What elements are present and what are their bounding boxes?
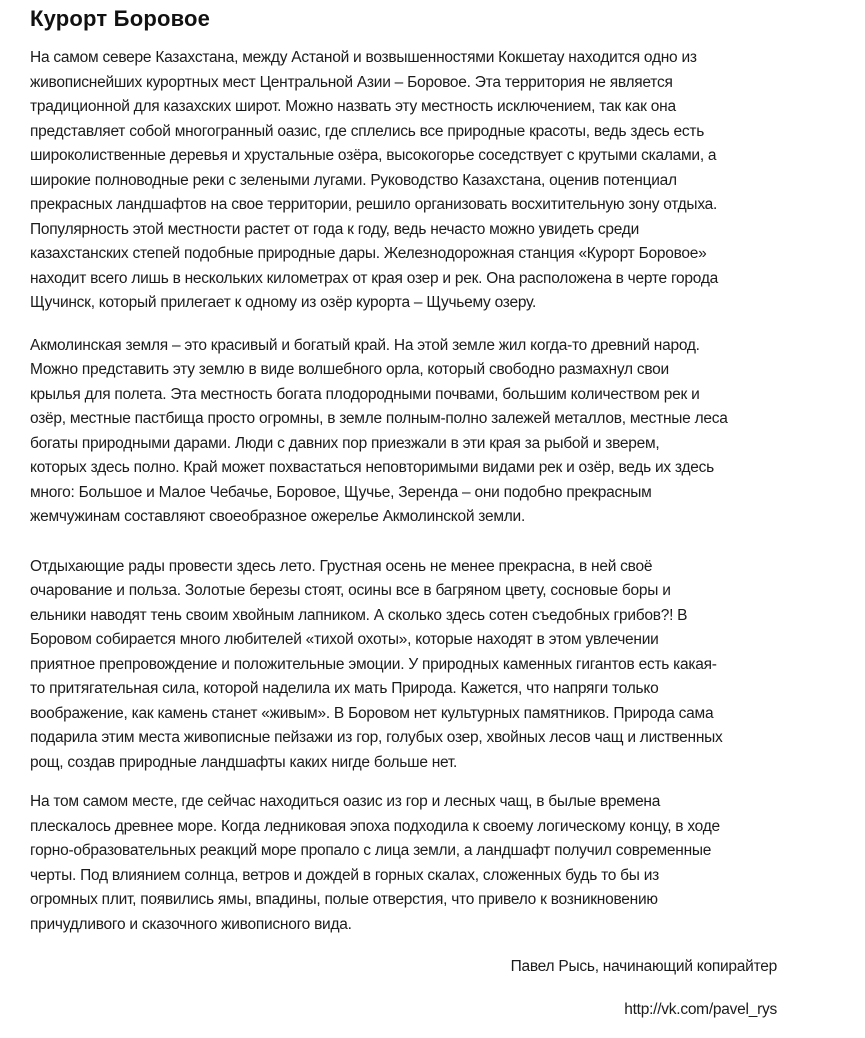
text-line: живописнейших курортных мест Центральной Азии – Боровое. Эта территория не является — [30, 73, 673, 91]
paragraph-seasons — [30, 555, 835, 776]
text-line: казахстанских степей подобные природные дары. Железнодорожная станция «Курорт Боровое» — [30, 245, 707, 262]
page-title: Курорт Боровое — [30, 6, 211, 31]
text-line: плескалось древнее море. Когда ледниковая эпоха подходила к своему логическому концу, в ходе — [30, 817, 720, 835]
text-line: традиционной для казахских широт. Можно назвать эту местность исключением, так как она — [30, 98, 676, 115]
text-line: крылья для полета. Эта местность богата плодородными почвами, большим количеством рек и — [30, 385, 700, 403]
paragraph-ancient-sea — [30, 790, 835, 937]
text-line: горно-образовательных реакций море пропало с лица земли, а ландшафт получил современные — [30, 842, 712, 859]
text-line: озёр, местные пастбища просто огромны, в земле полным-полно залежей металлов, местные леса — [30, 410, 728, 427]
text-line: прекрасных ландшафтов на свое территории, решило организовать восхитительную зону отдыха. — [30, 196, 718, 213]
text-line: очарование и польза. Золотые березы стоят, осины все в багряном цвету, сосновые боры и — [30, 582, 671, 599]
author-signature: Павел Рысь, начинающий копирайтер — [510, 958, 777, 975]
text-line: Можно представить эту землю в виде волшебного орла, который свободно размахнул свои — [30, 361, 669, 378]
text-line: Отдыхающие рады провести здесь лето. Грустная осень не менее прекрасна, в ней своё — [30, 557, 653, 575]
text-line: много: Большое и Малое Чебачье, Боровое, Щучье, Зеренда – они подобно прекрасным — [30, 483, 652, 501]
author-profile-link: http://vk.com/pavel_rys — [624, 1000, 777, 1018]
text-line: представляет собой многогранный оазис, где сплелись все природные красоты, ведь здесь есть — [30, 122, 705, 140]
text-line: жемчужинам составляют своеобразное ожерелье Акмолинской земли. — [30, 508, 526, 525]
text-line: богаты природными дарами. Люди с давних пор приезжали в эти края за рыбой и зверем, — [30, 434, 660, 452]
text-line: рощ, создав природные ландшафты каких нигде больше нет. — [30, 753, 458, 771]
text-line: воображение, как камень станет «живым». В Боровом нет культурных памятников. Природа сама — [30, 704, 714, 722]
text-line: Боровом собирается много любителей «тихой охоты», которые находят в этом увлечении — [30, 631, 659, 648]
text-line: огромных плит, появились ямы, впадины, полые отверстия, что привело к возникновению — [30, 891, 658, 908]
text-line: Акмолинская земля – это красивый и богатый край. На этой земле жил когда-то древний народ. — [30, 336, 700, 354]
text-line: ельники наводят тень своим хвойным лапником. А сколько здесь сотен съедобных грибов?! В — [30, 606, 688, 624]
text-line: широколиственные деревья и хрустальные озёра, высокогорье соседствует с крутыми скалами, а — [30, 147, 717, 164]
text-line: На самом севере Казахстана, между Астаной и возвышенностями Кокшетау находится одно из — [30, 49, 697, 66]
text-line: черты. Под влиянием солнца, ветров и дождей в горных скалах, сложенных будь то бы из — [30, 866, 660, 884]
paragraph-akmola-land — [30, 334, 835, 530]
text-line: причудливого и сказочного живописного вида. — [30, 915, 352, 933]
text-line: приятное препровождение и положительные эмоции. У природных каменных гигантов есть какая- — [30, 655, 717, 673]
text-line: которых здесь полно. Край может похвастаться неповторимыми видами рек и озёр, ведь их здесь — [30, 459, 714, 476]
text-line: подарила этим места живописные пейзажи из гор, голубых озер, хвойных лесов чащ и лиственных — [30, 729, 723, 746]
paragraph-intro — [30, 46, 835, 316]
text-line: находит всего лишь в нескольких километрах от края озер и рек. Она расположена в черте города — [30, 269, 718, 287]
document-body — [30, 46, 835, 937]
text-line: На том самом месте, где сейчас находиться оазис из гор и лесных чащ, в былые времена — [30, 793, 661, 810]
text-line: широкие полноводные реки с зелеными лугами. Руководство Казахстана, оценив потенциал — [30, 171, 677, 189]
text-line: Щучинск, который прилегает к одному из озёр курорта – Щучьему озеру. — [30, 294, 537, 311]
signature-block — [30, 955, 835, 1022]
text-line: Популярность этой местности растет от года к году, ведь нечасто можно увидеть среди — [30, 220, 640, 238]
text-line: то притягательная сила, которой наделила их мать Природа. Кажется, что напряги только — [30, 680, 659, 697]
